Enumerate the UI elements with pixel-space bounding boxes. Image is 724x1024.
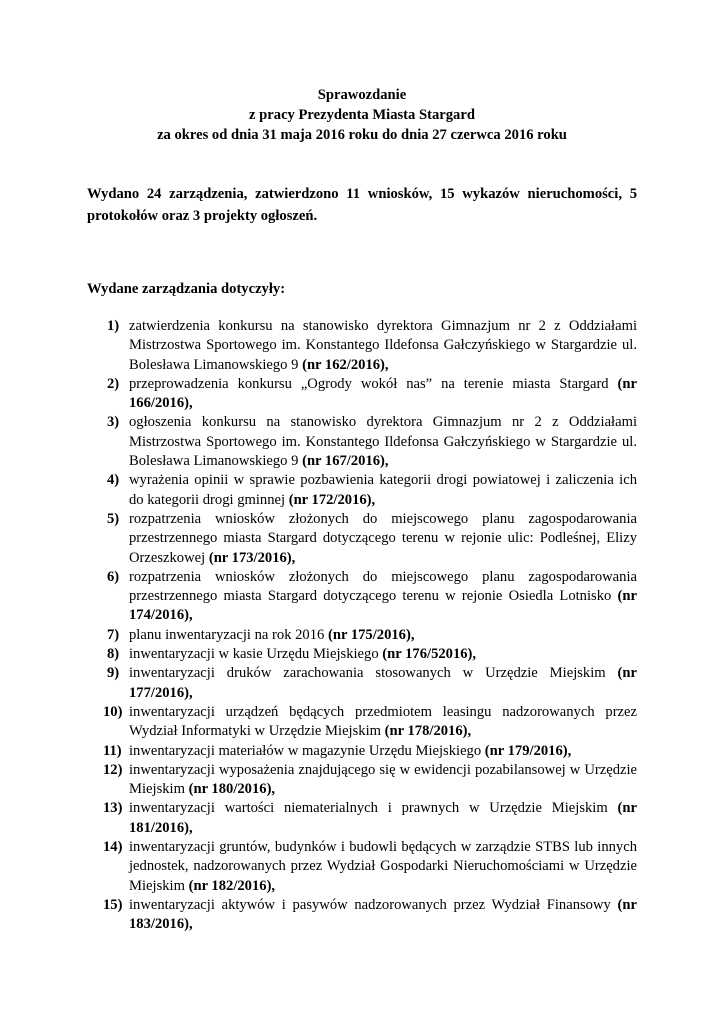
list-item	[0, 375, 637, 414]
item-reference: (nr 179/2016),	[484, 742, 572, 759]
item-number: 14)	[103, 839, 123, 856]
item-number: 5)	[107, 510, 120, 527]
item-text: ogłoszenia konkursu na stanowisko dyrektora Gimnazjum nr 2 z Oddziałami Mistrzostwa Sportowego im. Konstantego Ildefonsa Gałczyńskiego w Stargardzie ul. Bolesława Limanowskiego 9	[129, 414, 637, 470]
list-item	[0, 703, 637, 742]
item-text: przeprowadzenia konkursu „Ogrody wokół nas” na terenie miasta Stargard	[129, 375, 618, 392]
item-number: 13)	[103, 800, 123, 817]
item-reference: (nr 167/2016),	[302, 453, 389, 470]
item-reference: (nr 177/2016),	[129, 665, 637, 701]
item-reference: (nr 180/2016),	[188, 781, 276, 798]
item-number: 12)	[103, 761, 123, 778]
item-number: 8)	[107, 646, 120, 663]
item-reference: (nr 175/2016),	[327, 626, 415, 643]
item-number: 4)	[107, 472, 120, 489]
list-item	[0, 413, 637, 471]
item-text: planu inwentaryzacji na rok 2016	[129, 626, 328, 643]
section-heading: Wydane zarządzania dotyczyły:	[87, 281, 286, 297]
item-text: inwentaryzacji gruntów, budynków i budowli będących w zarządzie STBS lub innych jednostek, nadzorowanych przez Wydział Gospodarki Nieruchomościami w Urzędzie Miejskim	[129, 839, 637, 894]
document-header	[0, 85, 724, 145]
summary-paragraph: Wydano 24 zarządzenia, zatwierdzono 11 wniosków, 15 wykazów nieruchomości, 5 protokołów oraz 3 projekty ogłoszeń.	[87, 186, 637, 224]
list-item	[0, 471, 637, 510]
item-text: rozpatrzenia wniosków złożonych do miejscowego planu zagospodarowania przestrzennego miasta Stargard dotyczącego terenu w rejonie Osiedla Lotnisko	[129, 568, 637, 605]
item-reference: (nr 176/52016),	[382, 646, 477, 663]
item-reference: (nr 178/2016),	[384, 723, 472, 740]
item-text: zatwierdzenia konkursu na stanowisko dyrektora Gimnazjum nr 2 z Oddziałami Mistrzostwa Sportowego im. Konstantego Ildefonsa Gałczyńskiego w Stargardzie ul. Bolesława Limanowskiego 9	[129, 318, 637, 373]
item-text: inwentaryzacji materiałów w magazynie Urzędu Miejskiego	[129, 742, 485, 759]
item-reference: (nr 181/2016),	[129, 800, 637, 836]
list-item	[0, 510, 637, 568]
item-text: inwentaryzacji w kasie Urzędu Miejskiego	[129, 646, 383, 663]
item-text: inwentaryzacji urządzeń będących przedmiotem leasingu nadzorowanych przez Wydział Informatyki w Urzędzie Miejskim	[129, 703, 637, 740]
item-reference: (nr 173/2016),	[208, 549, 296, 566]
list-item	[0, 568, 637, 626]
list-item	[0, 799, 637, 838]
list-item	[0, 317, 637, 375]
list-item	[0, 664, 637, 703]
item-number: 10)	[103, 703, 123, 720]
list-item	[0, 645, 637, 664]
item-text: inwentaryzacji aktywów i pasywów nadzorowanych przez Wydział Finansowy	[129, 896, 618, 913]
list-item	[0, 838, 637, 896]
item-reference: (nr 183/2016),	[129, 896, 637, 933]
item-number: 2)	[107, 375, 120, 392]
report-period: za okres od dnia 31 maja 2016 roku do dnia 27 czerwca 2016 roku	[157, 127, 567, 143]
item-number: 15)	[103, 896, 123, 913]
item-reference: (nr 174/2016),	[129, 588, 637, 624]
list-item	[0, 761, 637, 800]
item-text: inwentaryzacji wyposażenia znajdującego się w ewidencji pozabilansowej w Urzędzie Miejskim	[129, 761, 637, 798]
ordinances-list	[0, 317, 724, 935]
item-text: rozpatrzenia wniosków złożonych do miejscowego planu zagospodarowania przestrzennego miasta Stargard dotyczącego terenu w rejonie ulic: Podleśnej, Elizy Orzeszkowej	[129, 510, 637, 566]
item-reference: (nr 162/2016),	[302, 356, 389, 373]
list-item	[0, 626, 637, 645]
item-number: 9)	[107, 665, 120, 682]
item-number: 1)	[107, 318, 120, 334]
list-item	[0, 896, 637, 935]
item-reference: (nr 166/2016),	[129, 375, 637, 412]
item-text: wyrażenia opinii w sprawie pozbawienia kategorii drogi powiatowej i zaliczenia ich do kategorii drogi gminnej	[129, 472, 637, 508]
item-number: 6)	[107, 568, 120, 585]
report-title: Sprawozdanie	[317, 87, 407, 103]
item-number: 11)	[103, 742, 122, 759]
item-reference: (nr 182/2016),	[188, 877, 276, 894]
item-reference: (nr 172/2016),	[288, 491, 376, 508]
item-number: 3)	[107, 414, 120, 431]
list-item	[0, 742, 637, 761]
item-number: 7)	[107, 626, 120, 643]
item-text: inwentaryzacji wartości niematerialnych i prawnych w Urzędzie Miejskim	[129, 800, 618, 817]
item-text: inwentaryzacji druków zarachowania stosowanych w Urzędzie Miejskim	[129, 665, 618, 682]
report-subtitle: z pracy Prezydenta Miasta Stargard	[249, 107, 475, 123]
